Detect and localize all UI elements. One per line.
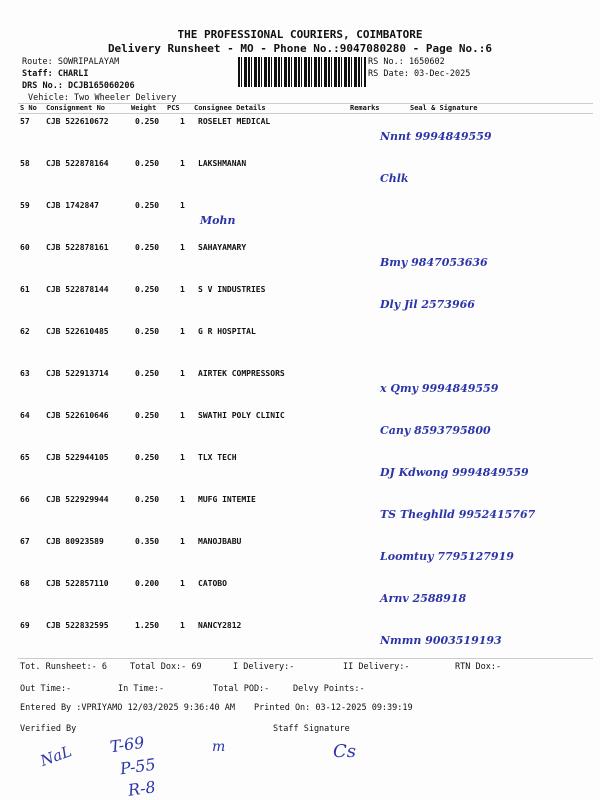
runsheet-subtitle: Delivery Runsheet - MO - Phone No.:9047080280 - Page No.:6: [107, 42, 493, 55]
recipient-signature: Chlk: [380, 172, 409, 185]
pieces: 1: [180, 495, 185, 504]
consignment-number: CJB 522610485: [46, 327, 109, 336]
rs-number: RS No.: 1650602: [368, 57, 445, 67]
consignment-number: CJB 80923589: [46, 537, 104, 546]
recipient-signature: TS Theghlld 9952415767: [380, 508, 536, 521]
recipient-signature: Dly Jil 2573966: [380, 298, 475, 311]
recipient-signature: Nnnt 9994849559: [380, 130, 492, 143]
printed-on: Printed On: 03-12-2025 09:39:19: [254, 703, 413, 713]
pieces: 1: [180, 327, 185, 336]
table-row: [0, 537, 600, 579]
consignment-number: CJB 522929944: [46, 495, 109, 504]
consignee-name: ROSELET MEDICAL: [198, 117, 271, 126]
weight: 0.250: [135, 495, 160, 504]
consignment-number: CJB 1742847: [46, 201, 99, 210]
serial-number: 66: [20, 495, 30, 504]
recipient-signature: Cany 8593795800: [380, 424, 491, 437]
route: Route: SOWRIPALAYAM: [22, 57, 120, 67]
i-delivery: I Delivery:-: [233, 662, 295, 672]
serial-number: 63: [20, 369, 30, 378]
consignment-number: CJB 522944105: [46, 453, 109, 462]
ii-delivery: II Delivery:-: [343, 662, 410, 672]
pieces: 1: [180, 411, 185, 420]
pieces: 1: [180, 159, 185, 168]
vehicle: Vehicle: Two Wheeler Delivery: [28, 93, 177, 103]
consignment-number: CJB 522832595: [46, 621, 109, 630]
recipient-signature: Arnv 2588918: [380, 592, 467, 605]
serial-number: 61: [20, 285, 30, 294]
col-consignee: Consignee Details: [194, 104, 266, 112]
consignee-name: TLX TECH: [198, 453, 237, 462]
serial-number: 57: [20, 117, 30, 126]
table-row: [0, 579, 600, 621]
tot-runsheet: Tot. Runsheet:- 6: [20, 662, 107, 672]
weight: 0.350: [135, 537, 160, 546]
consignment-number: CJB 522913714: [46, 369, 109, 378]
table-row: [0, 117, 600, 159]
recipient-signature: DJ Kdwong 9994849559: [380, 466, 529, 479]
verified-by-label: Verified By: [20, 724, 77, 734]
pieces: 1: [180, 369, 185, 378]
serial-number: 69: [20, 621, 30, 630]
table-row: [0, 369, 600, 411]
col-weight: Weight: [131, 104, 157, 112]
recipient-signature: Mohn: [200, 214, 236, 227]
weight: 0.250: [135, 159, 160, 168]
table-row: [0, 495, 600, 537]
serial-number: 58: [20, 159, 30, 168]
consignee-name: MANOJBABU: [198, 537, 242, 546]
serial-number: 59: [20, 201, 30, 210]
col-consignment: Consignment No: [46, 104, 106, 112]
consignment-number: CJB 522857110: [46, 579, 109, 588]
company-title: THE PROFESSIONAL COURIERS, COIMBATORE: [177, 28, 423, 41]
weight: 0.250: [135, 411, 160, 420]
rtn-dox: RTN Dox:-: [455, 662, 502, 672]
total-pod: Total POD:-: [213, 684, 270, 694]
consignee-name: G R HOSPITAL: [198, 327, 256, 336]
table-row: [0, 411, 600, 453]
serial-number: 68: [20, 579, 30, 588]
verifier-signature: NaL: [37, 742, 75, 770]
pieces: 1: [180, 117, 185, 126]
col-pcs: PCS: [167, 104, 180, 112]
pieces: 1: [180, 579, 185, 588]
total-dox: Total Dox:- 69: [130, 662, 202, 672]
in-time: In Time:-: [118, 684, 165, 694]
staff-handwritten-signature: Cs: [333, 741, 357, 762]
serial-number: 62: [20, 327, 30, 336]
pieces: 1: [180, 285, 185, 294]
recipient-signature: Nmmn 9003519193: [380, 634, 502, 647]
weight: 0.250: [135, 243, 160, 252]
rs-date: RS Date: 03-Dec-2025: [368, 69, 471, 79]
staff: Staff: CHARLI: [22, 69, 89, 79]
pieces: 1: [180, 201, 185, 210]
pieces: 1: [180, 243, 185, 252]
table-row: [0, 243, 600, 285]
table-row: [0, 159, 600, 201]
serial-number: 65: [20, 453, 30, 462]
table-row: [0, 201, 600, 243]
barcode: [238, 57, 366, 87]
serial-number: 64: [20, 411, 30, 420]
staff-signature-label: Staff Signature: [273, 724, 350, 734]
weight: 0.250: [135, 369, 160, 378]
tally-pod: P-55: [118, 754, 157, 779]
consignment-number: CJB 522610672: [46, 117, 109, 126]
weight: 0.250: [135, 327, 160, 336]
consignee-name: SWATHI POLY CLINIC: [198, 411, 285, 420]
consignee-name: SAHAYAMARY: [198, 243, 247, 252]
table-row: [0, 453, 600, 495]
handwritten-mark: m: [212, 739, 226, 755]
tally-return: R-8: [126, 777, 157, 800]
weight: 0.250: [135, 117, 160, 126]
table-row: [0, 621, 600, 663]
recipient-signature: x Qmy 9994849559: [380, 382, 499, 395]
consignee-name: LAKSHMANAN: [198, 159, 247, 168]
weight: 1.250: [135, 621, 160, 630]
table-row: [0, 285, 600, 327]
col-signature: Seal & Signature: [410, 104, 478, 112]
consignment-number: CJB 522610646: [46, 411, 109, 420]
tally-total: T-69: [108, 732, 146, 757]
recipient-signature: Bmy 9847053636: [380, 256, 488, 269]
weight: 0.250: [135, 453, 160, 462]
consignment-number: CJB 522878164: [46, 159, 109, 168]
consignee-name: NANCY2812: [198, 621, 242, 630]
consignment-number: CJB 522878161: [46, 243, 109, 252]
consignee-name: S V INDUSTRIES: [198, 285, 266, 294]
consignment-number: CJB 522878144: [46, 285, 109, 294]
entered-by: Entered By :VPRIYAMO 12/03/2025 9:36:40 AM: [20, 703, 235, 713]
pieces: 1: [180, 453, 185, 462]
weight: 0.250: [135, 285, 160, 294]
col-remarks: Remarks: [350, 104, 380, 112]
consignee-name: CATOBO: [198, 579, 227, 588]
out-time: Out Time:-: [20, 684, 72, 694]
drs-number: DRS No.: DCJB165060206: [22, 81, 135, 91]
table-row: [0, 327, 600, 369]
consignee-name: AIRTEK COMPRESSORS: [198, 369, 285, 378]
pieces: 1: [180, 621, 185, 630]
delvy-points: Delvy Points:-: [293, 684, 365, 694]
serial-number: 60: [20, 243, 30, 252]
serial-number: 67: [20, 537, 30, 546]
consignee-name: MUFG INTEMIE: [198, 495, 256, 504]
pieces: 1: [180, 537, 185, 546]
weight: 0.250: [135, 201, 160, 210]
recipient-signature: Loomtuy 7795127919: [380, 550, 514, 563]
weight: 0.200: [135, 579, 160, 588]
col-sno: S No: [20, 104, 37, 112]
